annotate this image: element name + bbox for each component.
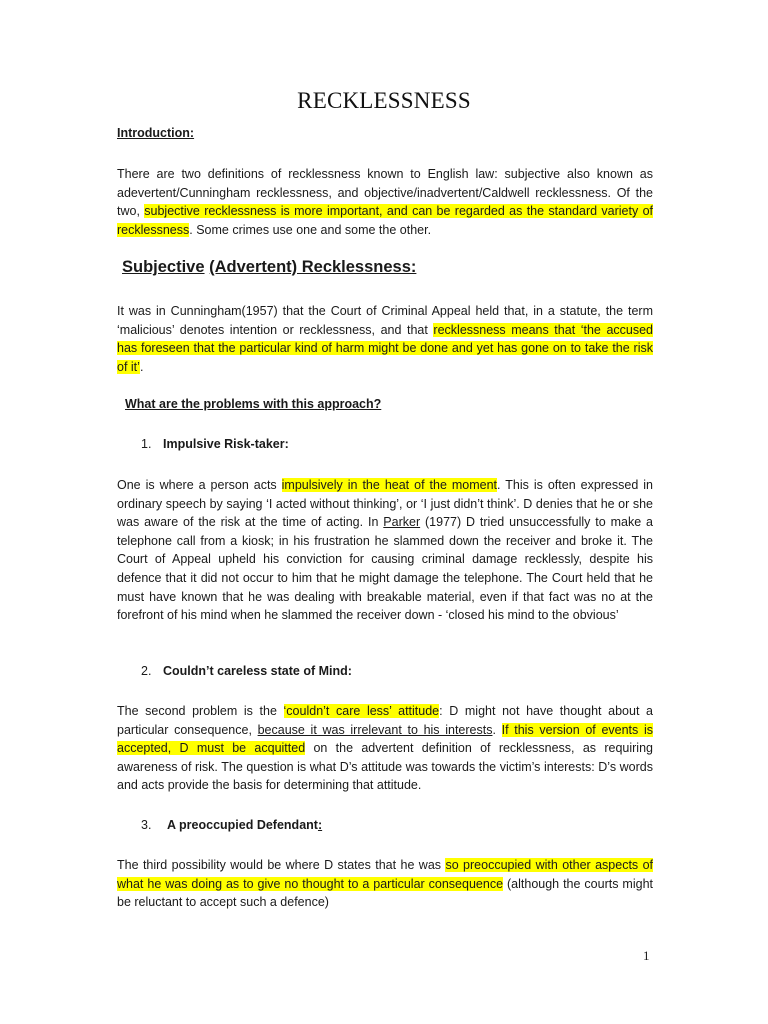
impulsive-text-c: (1977) D tried unsuccessfully to make a telephone call from a kiosk; in his frustration he slammed down the receiver and broke it. The Court of Appeal upheld his conviction for causing criminal damage recklessly, despite his defence that it did not occur to him that he might damage the telephone. The Court held that he must have known that he was dealing with breakable material, even if that fact was no at the forefront of his mind when he slammed the receiver down - ‘closed his mind to the obvious’ <box>117 515 653 623</box>
intro-highlight: subjective recklessness is more important, and can be regarded as the standard variety of recklessness <box>117 204 653 237</box>
list-number: 3. <box>141 818 152 832</box>
subjective-recklessness-heading <box>122 258 416 277</box>
document-title: RECKLESSNESS <box>297 88 471 113</box>
careless-text-c: . <box>492 722 502 737</box>
intro-text: There are two definitions of recklessness known to English law: subjective also known as adevertent/Cunningham recklessness, and objective/inadvertent/Caldwell recklessness. Of the two, <box>117 167 653 219</box>
cunningham-text-end: . <box>139 359 144 374</box>
impulsive-text-b: . This is often expressed in ordinary speech by saying ‘I acted without thinking’, or ‘I just didn’t think’. D denies that he or she was aware of the risk at the time of acting. In <box>117 478 653 530</box>
impulsive-text-a: One is where a person acts <box>117 478 282 492</box>
careless-text-d: on the advertent definition of recklessness, as requiring awareness of risk. The question is what D’s attitude was towards the victim’s interests: D’s words and acts provide the basis for determining that attitude. <box>117 741 653 793</box>
preoccupied-paragraph <box>117 856 653 912</box>
preoccupied-text-b: (although the courts might be reluctant to accept such a defence) <box>117 876 653 910</box>
list-title <box>167 818 322 832</box>
introduction-heading: Introduction: <box>117 126 195 140</box>
list-title-colon: : <box>317 818 323 832</box>
preoccupied-text-a: The third possibility would be where D states that he was <box>117 858 446 872</box>
heading-part-subjective: Subjective <box>122 258 205 276</box>
impulsive-paragraph <box>117 476 653 625</box>
page-number: 1 <box>643 948 650 963</box>
heading-part-advertent: (Advertent) Recklessness: <box>209 258 417 276</box>
preoccupied-highlight: so preoccupied with other aspects of what he was doing as to give no thought to a particular consequence <box>117 858 653 891</box>
cunningham-paragraph <box>117 302 653 376</box>
list-number: 2. <box>141 664 152 678</box>
cunningham-text: It was in Cunningham(1957) that the Court of Criminal Appeal held that, in a statute, the term ‘malicious’ denotes intention or recklessness, and that <box>117 304 653 337</box>
careless-paragraph <box>117 702 653 795</box>
intro-text-end: . Some crimes use one and some the other. <box>189 222 432 237</box>
list-title-text: A preoccupied Defendant <box>167 818 318 832</box>
problems-heading: What are the problems with this approach? <box>125 397 382 411</box>
list-title: Impulsive Risk-taker: <box>163 437 289 451</box>
list-title: Couldn’t careless state of Mind: <box>163 664 352 678</box>
careless-text-a: The second problem is the <box>117 704 284 718</box>
careless-text-b: : D might not have thought about a particular consequence, <box>117 704 653 737</box>
case-name-parker: Parker <box>383 515 421 530</box>
careless-highlight-1: ‘couldn’t care less’ attitude <box>283 704 440 718</box>
impulsive-highlight: impulsively in the heat of the moment <box>281 478 498 492</box>
careless-underline: because it was irrelevant to his interests <box>257 722 493 737</box>
list-number: 1. <box>141 437 152 451</box>
cunningham-highlight: recklessness means that ‘the accused has foreseen that the particular kind of harm might be done and yet has gone on to take the risk of it’ <box>117 322 653 374</box>
introduction-paragraph <box>117 165 653 239</box>
careless-highlight-2: If this version of events is accepted, D must be acquitted <box>117 722 653 756</box>
